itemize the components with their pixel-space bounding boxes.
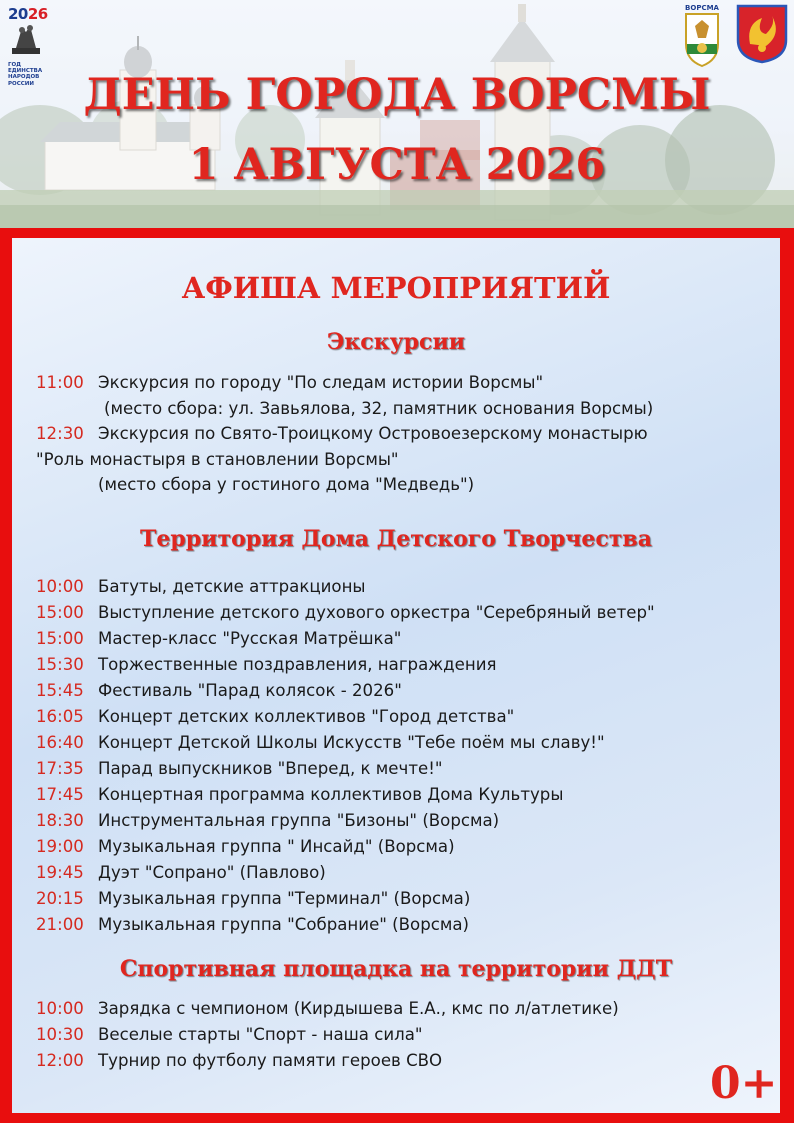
- event-time: 17:45: [36, 785, 84, 804]
- list-item: [36, 860, 776, 886]
- section-title-sports: Спортивная площадка на территории ДДТ: [119, 956, 673, 982]
- event-time: 19:45: [36, 863, 84, 882]
- logo-text-line: ЕДИНСТВА: [8, 68, 43, 75]
- event-time: 12:30: [36, 424, 84, 443]
- event-time: 10:00: [36, 999, 84, 1018]
- list-item: [36, 996, 776, 1022]
- event-time: 16:05: [36, 707, 84, 726]
- main-title-line2: 1 АВГУСТА 2026: [188, 140, 606, 190]
- event-time: 15:45: [36, 681, 84, 700]
- event-text: Торжественные поздравления, награждения: [98, 655, 497, 674]
- list-item: [36, 1048, 776, 1074]
- event-text: Батуты, детские аттракционы: [98, 577, 366, 596]
- logo-text-line: НАРОДОВ: [8, 74, 40, 81]
- list-item: [36, 730, 776, 756]
- list-item: [36, 912, 776, 938]
- event-text: Мастер-класс "Русская Матрёшка": [98, 629, 402, 648]
- event-text: Музыкальная группа "Собрание" (Ворсма): [98, 915, 470, 934]
- event-text: Концерт Детской Школы Искусств "Тебе поём мы славу!": [98, 733, 605, 752]
- event-time: 15:30: [36, 655, 84, 674]
- list-item: [36, 574, 776, 600]
- event-text: Экскурсия по городу "По следам истории Ворсмы": [98, 373, 544, 392]
- event-text: Инструментальная группа "Бизоны" (Ворсма): [98, 811, 500, 830]
- list-item: [36, 626, 776, 652]
- header-banner: [0, 0, 794, 232]
- list-item: [36, 1022, 776, 1048]
- age-rating-badge: 0+: [710, 1058, 778, 1109]
- coat-caption: ВОРСМА: [685, 4, 719, 12]
- pavlovo-district-coat-of-arms: [736, 4, 788, 64]
- event-time: 20:15: [36, 889, 84, 908]
- section-title-children-center: Территория Дома Детского Творчества: [140, 526, 652, 552]
- list-item: [36, 782, 776, 808]
- list-item: [36, 421, 776, 447]
- schedule-panel: [12, 238, 780, 1113]
- event-time: 15:00: [36, 629, 84, 648]
- logo-year-part-a: 20: [8, 5, 28, 23]
- list-item: [36, 600, 776, 626]
- event-time: 18:30: [36, 811, 84, 830]
- event-time: 21:00: [36, 915, 84, 934]
- list-item: [36, 370, 776, 396]
- event-text: Музыкальная группа " Инсайд" (Ворсма): [98, 837, 455, 856]
- event-text: Экскурсия по Свято-Троицкому Островоезерскому монастырю: [98, 424, 648, 443]
- event-text: Турнир по футболу памяти героев СВО: [98, 1051, 443, 1070]
- event-time: 15:00: [36, 603, 84, 622]
- vorsma-coat-of-arms: [680, 4, 724, 68]
- sports-list: [36, 996, 776, 1074]
- event-time: 19:00: [36, 837, 84, 856]
- event-time: 11:00: [36, 373, 84, 392]
- event-note: "Роль монастыря в становлении Ворсмы": [36, 450, 399, 469]
- list-item: [36, 704, 776, 730]
- logo-year-part-b: 26: [27, 5, 48, 23]
- event-note: (место сбора у гостиного дома "Медведь"): [98, 475, 475, 494]
- monument-icon: [8, 22, 44, 56]
- list-item: [36, 834, 776, 860]
- logo-text-line: РОССИИ: [8, 80, 34, 87]
- section-title-excursions: Экскурсии: [326, 329, 466, 355]
- list-item: [36, 678, 776, 704]
- event-text: Веселые старты "Спорт - наша сила": [98, 1025, 423, 1044]
- logo-text-line: ГОД: [8, 62, 22, 68]
- event-text: Зарядка с чемпионом (Кирдышева Е.А., кмс по л/атлетике): [98, 999, 619, 1018]
- event-text: Концерт детских коллективов "Город детства": [98, 707, 515, 726]
- event-time: 16:40: [36, 733, 84, 752]
- list-item: [36, 652, 776, 678]
- red-frame: [0, 228, 794, 1123]
- event-text: Выступление детского духового оркестра "Серебряный ветер": [98, 603, 655, 622]
- event-text: Парад выпускников "Вперед, к мечте!": [98, 759, 443, 778]
- event-time: 10:30: [36, 1025, 84, 1044]
- excursions-list: [36, 370, 776, 497]
- event-text: Музыкальная группа "Терминал" (Ворсма): [98, 889, 471, 908]
- coat-shield-icon: [680, 4, 724, 68]
- coat-shield-icon: [736, 4, 788, 64]
- list-item: [36, 886, 776, 912]
- list-item: [36, 756, 776, 782]
- event-time: 17:35: [36, 759, 84, 778]
- afisha-title: АФИША МЕРОПРИЯТИЙ: [181, 271, 611, 305]
- event-time: 10:00: [36, 577, 84, 596]
- main-title-line1: ДЕНЬ ГОРОДА ВОРСМЫ: [83, 70, 711, 120]
- list-item: [36, 808, 776, 834]
- event-text: Концертная программа коллективов Дома Культуры: [98, 785, 564, 804]
- event-note: (место сбора: ул. Завьялова, 32, памятник основания Ворсмы): [104, 399, 654, 418]
- children-center-list: [36, 574, 776, 938]
- event-text: Фестиваль "Парад колясок - 2026": [98, 681, 402, 700]
- event-time: 12:00: [36, 1051, 84, 1070]
- event-text: Дуэт "Сопрано" (Павлово): [98, 863, 326, 882]
